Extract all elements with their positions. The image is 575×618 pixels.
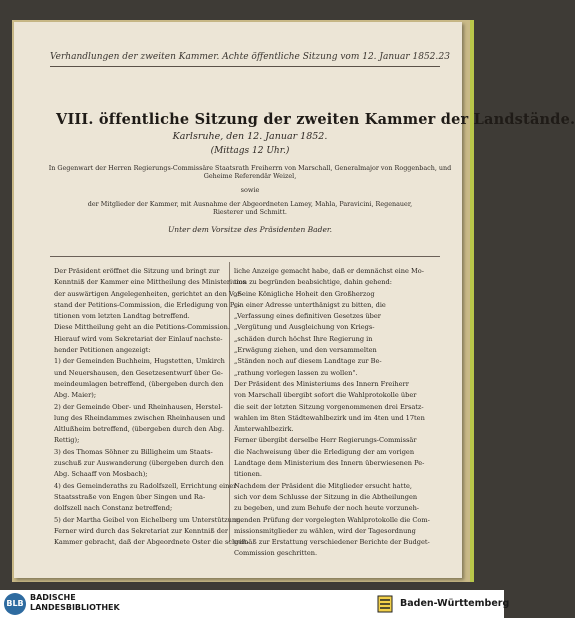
right-column-line: „schäden durch höchst Ihre Regierung in — [234, 334, 373, 343]
right-column-line: Nachdem der Präsident die Mitglieder ersucht hatte, — [234, 481, 413, 490]
right-column-line: die Nachweisung über die Erledigung der am vorigen — [234, 447, 415, 456]
separator-rule — [50, 256, 440, 257]
left-column-line: dolfszell nach Constanz betreffend; — [54, 504, 173, 513]
bw-coat-of-arms-icon — [376, 594, 394, 614]
left-column-line: Der Präsident eröffnet die Sitzung und bringt zur — [54, 267, 220, 275]
right-column-line: gemäß zur Erstattung verschiedener Berichte der Budget- — [234, 538, 430, 547]
right-column-line: sich vor dem Schlusse der Sitzung in die Abtheilungen — [234, 492, 418, 501]
blb-name — [30, 593, 120, 613]
right-column-line: „Seine Königliche Hoheit den Großherzog — [234, 289, 375, 298]
page-number: 23 — [438, 52, 450, 62]
left-column-line: 3) des Thomas Söhner zu Billigheim um Staats- — [54, 447, 213, 456]
right-column-line: Commission geschritten. — [234, 549, 318, 558]
right-column-line: tion zu begründen beabsichtige, dahin gehend: — [234, 278, 392, 287]
presidency-line: Unter dem Vorsitze des Präsidenten Bader. — [167, 225, 333, 234]
right-column-line: „Erwägung ziehen, und den versammelten — [234, 346, 377, 355]
left-column-line: Diese Mittheilung geht an die Petitions-Commission. — [54, 323, 230, 332]
left-column-line: 1) der Gemeinden Buchheim, Hugstetten, Umkirch — [54, 357, 225, 366]
left-column-line: Hierauf wird vom Sekretariat der Einlauf nachste- — [54, 334, 223, 343]
bw-name: Baden-Württemberg — [400, 598, 510, 609]
right-column — [234, 266, 430, 560]
right-column-line: Landtage dem Ministerium des Innern überwiesenen Pe- — [234, 459, 425, 468]
running-head-text: Verhandlungen der zweiten Kammer. Achte öffentliche Sitzung vom 12. Januar 1852. — [50, 52, 439, 62]
left-column-line: lung des Rheindammes zwischen Rheinhausen und — [54, 413, 226, 422]
left-column-line: stand der Petitions-Commission, die Erledigung von Pe- — [54, 300, 241, 309]
right-column-line: „Verfassung eines definitiven Gesetzes über — [234, 312, 381, 321]
left-column-line: meindeumlagen betreffend, (übergeben durch den — [54, 379, 224, 388]
left-column-line: Rettig); — [54, 436, 80, 445]
right-column-line: missionsmitglieder zu wählen, wird der Tagesordnung — [234, 526, 416, 535]
left-column-line: und Neuershausen, den Gesetzesentwurf über Ge- — [54, 368, 224, 377]
left-column — [54, 266, 249, 548]
blb-name-line-1: BADISCHE — [30, 593, 76, 602]
left-column-line: Kammer gebracht, daß der Abgeordnete Oster die schrift- — [54, 538, 249, 547]
right-column-line: Ferner übergibt derselbe Herr Regierungs-Commissär — [234, 436, 417, 445]
right-column-line: Der Präsident des Ministeriums des Innern Freiherr — [234, 379, 409, 388]
right-column-line: Ämterwahlbezirk. — [234, 425, 294, 434]
right-column-line: liche Anzeige gemacht habe, daß er demnächst eine Mo- — [234, 267, 424, 275]
left-column-line: Staatsstraße von Engen über Singen und Ra- — [54, 492, 206, 501]
right-column-line: die seit der letzten Sitzung vorgenommenen drei Ersatz- — [234, 402, 424, 411]
footer-bar — [0, 590, 510, 618]
blb-name-line-2: LANDESBIBLIOTHEK — [30, 603, 120, 612]
running-head — [50, 52, 454, 64]
left-column-line: der auswärtigen Angelegenheiten, gerichtet an den Vor- — [54, 289, 243, 298]
place-date: Karlsruhe, den 12. Januar 1852. — [172, 131, 328, 142]
right-column-line: „rathung vorlegen lassen zu wollen". — [234, 368, 358, 377]
left-column-line: 4) des Gemeinderaths zu Radolfszell, Errichtung einer — [54, 481, 237, 490]
presence-line-2: Geheime Referendär Weizel, — [203, 172, 297, 180]
blb-logo-icon: BLB — [4, 593, 26, 615]
left-column-line: Ferner wird durch das Sekretariat zur Kenntniß der — [54, 526, 229, 535]
right-column-line: menden Prüfung der vorgelegten Wahlprotokolle die Com- — [234, 515, 430, 524]
right-column-line: zu begeben, und zum Behufe der noch heute vorzuneh- — [234, 504, 420, 513]
right-column-line: von Marschall übergibt sofort die Wahlprotokolle über — [234, 391, 417, 400]
session-time: (Mittags 12 Uhr.) — [210, 146, 290, 156]
sowie-line: sowie — [240, 186, 260, 194]
left-column-line: zuschuß zur Auswanderung (übergeben durch den — [54, 459, 224, 468]
left-column-line: 5) der Martha Geibel von Eichelberg um Unterstützung. — [54, 515, 243, 524]
header-rule — [50, 66, 440, 67]
left-column-line: titionen vom letzten Landtag betreffend. — [54, 312, 190, 321]
left-column-line: 2) der Gemeinde Ober- und Rheinhausen, Herstel- — [54, 402, 223, 411]
right-column-line: „Ständen noch auf diesem Landtage zur Be- — [234, 357, 382, 366]
left-column-line: Altlußheim betreffend, (übergeben durch den Abg. — [54, 425, 225, 434]
left-column-line: Kenntniß der Kammer eine Mittheilung des Ministeriums — [54, 278, 247, 287]
members-line-2: Riesterer und Schmitt. — [213, 208, 287, 216]
right-column-line: „in einer Adresse unterthänigst zu bitten, die — [234, 300, 386, 309]
left-column-line: Abg. Schaaff von Mosbach); — [54, 470, 148, 479]
left-column-line: Abg. Maier); — [54, 391, 97, 400]
members-line-1: der Mitglieder der Kammer, mit Ausnahme der Abgeordneten Lamey, Mahla, Paravicini, Regenauer, — [87, 200, 413, 208]
right-column-line: wahlen im 8ten Städtewahlbezirk und im 4ten und 17ten — [234, 413, 425, 422]
right-column-line: „Vergütung und Ausgleichung von Kriegs- — [234, 323, 375, 332]
right-column-line: titionen. — [234, 470, 262, 479]
session-title: VIII. öffentliche Sitzung der zweiten Kammer der Landstände. — [56, 111, 575, 128]
left-column-line: hender Petitionen angezeigt: — [54, 346, 151, 355]
presence-line-1: In Gegenwart der Herren Regierungs-Commissäre Staatsrath Freiherrn von Marschall, Generalmajor von Roggenbach, und — [48, 164, 452, 172]
